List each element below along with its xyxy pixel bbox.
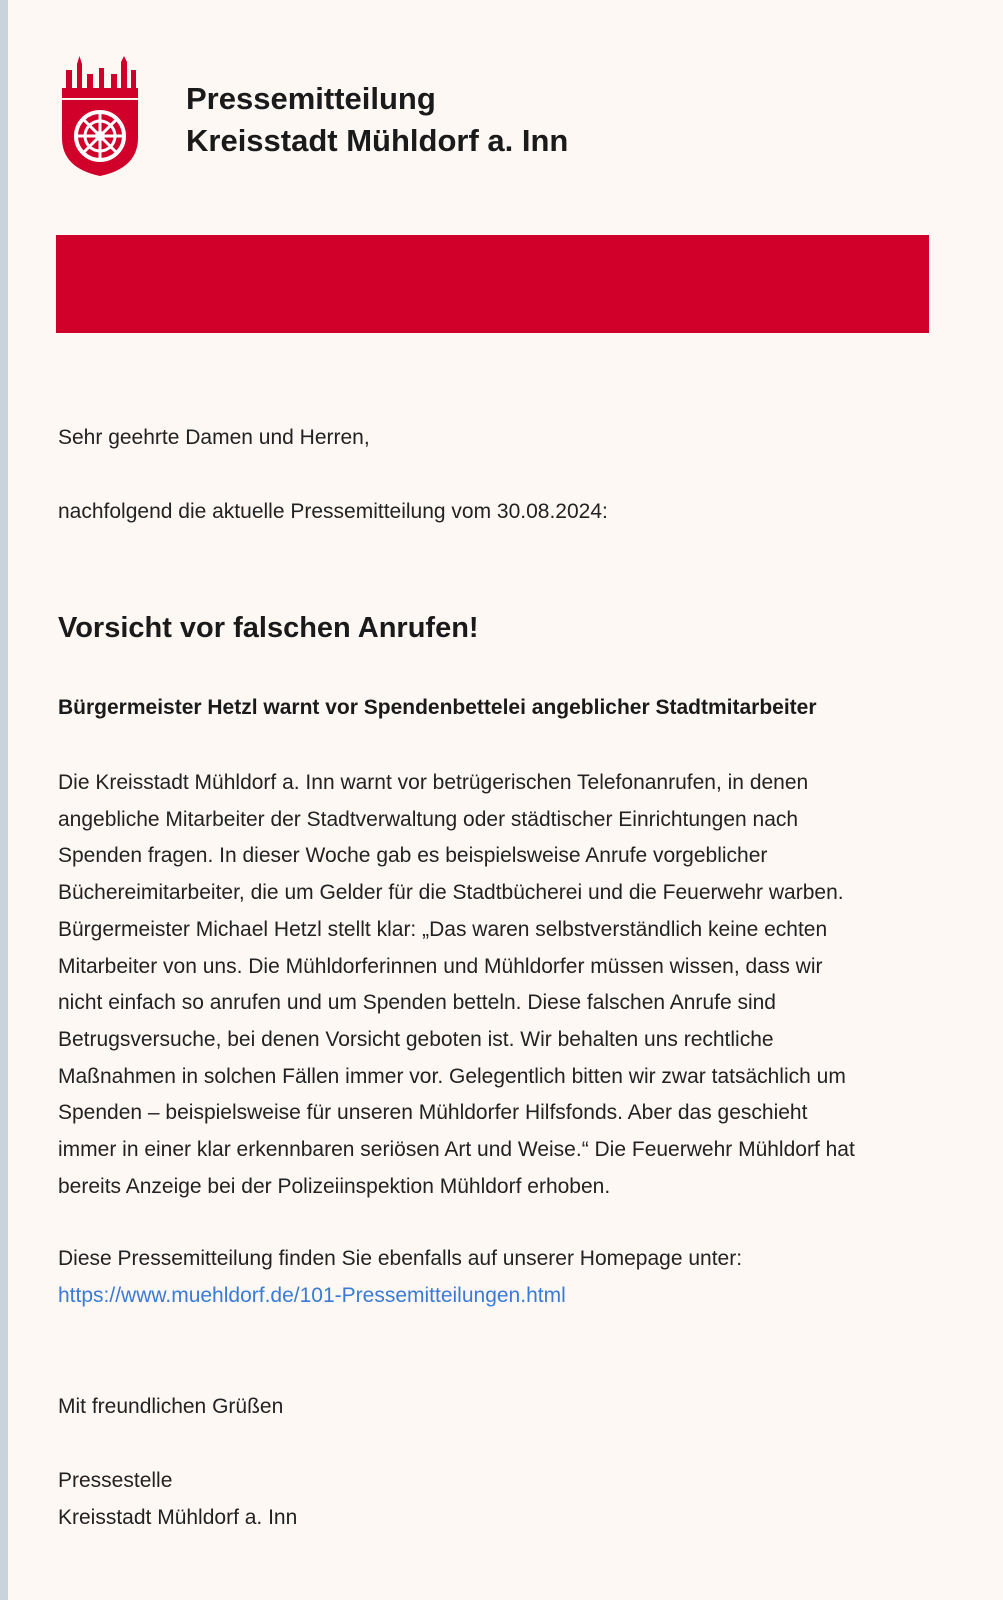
signature	[58, 1463, 938, 1536]
body-line: Bürgermeister Michael Hetzl stellt klar: „Das waren selbstverständlich keine echten	[58, 917, 828, 941]
homepage-link[interactable]: https://www.muehldorf.de/101-Pressemitteilungen.html	[58, 1283, 566, 1307]
city-coat-of-arms-icon	[57, 56, 143, 178]
header-title-line1: Pressemitteilung	[186, 81, 436, 116]
press-release-body	[58, 765, 938, 1205]
body-line: bereits Anzeige bei der Polizeiinspektion Mühldorf erhoben.	[58, 1174, 611, 1198]
body-line: Mitarbeiter von uns. Die Mühldorferinnen und Mühldorfer müssen wissen, dass wir	[58, 954, 823, 978]
homepage-note	[58, 1241, 938, 1314]
body-line: immer in einer klar erkennbaren seriösen Art und Weise.“ Die Feuerwehr Mühldorf hat	[58, 1138, 855, 1162]
greeting: Sehr geehrte Damen und Herren,	[58, 426, 370, 449]
header-banner	[56, 235, 929, 333]
body-line: Büchereimitarbeiter, die um Gelder für die Stadtbücherei und die Feuerwehr warben.	[58, 881, 844, 905]
body-line: Betrugsversuche, bei denen Vorsicht geboten ist. Wir behalten uns rechtliche	[58, 1027, 774, 1051]
intro-text: nachfolgend die aktuelle Pressemitteilung vom 30.08.2024:	[58, 500, 608, 523]
signature-line2: Kreisstadt Mühldorf a. Inn	[58, 1505, 298, 1529]
press-release-headline: Vorsicht vor falschen Anrufen!	[58, 612, 479, 644]
header-title	[186, 78, 568, 162]
press-release-subheadline: Bürgermeister Hetzl warnt vor Spendenbettelei angeblicher Stadtmitarbeiter	[58, 696, 817, 719]
body-line: Maßnahmen in solchen Fällen immer vor. Gelegentlich bitten wir zwar tatsächlich um	[58, 1064, 846, 1088]
left-border	[0, 0, 8, 1600]
body-line: Spenden – beispielsweise für unseren Mühldorfer Hilfsfonds. Aber das geschieht	[58, 1101, 808, 1125]
press-release-email	[8, 0, 1003, 1600]
header-title-line2: Kreisstadt Mühldorf a. Inn	[186, 123, 569, 158]
signature-line1: Pressestelle	[58, 1469, 173, 1492]
body-line: nicht einfach so anrufen und um Spenden betteln. Diese falschen Anrufe sind	[58, 991, 776, 1015]
homepage-text: Diese Pressemitteilung finden Sie ebenfalls auf unserer Homepage unter:	[58, 1247, 743, 1270]
body-line: Die Kreisstadt Mühldorf a. Inn warnt vor betrügerischen Telefonanrufen, in denen	[58, 771, 809, 794]
body-line: angebliche Mitarbeiter der Stadtverwaltung oder städtischer Einrichtungen nach	[58, 807, 799, 831]
body-line: Spenden fragen. In dieser Woche gab es beispielsweise Anrufe vorgeblicher	[58, 844, 768, 868]
closing-salutation: Mit freundlichen Grüßen	[58, 1395, 284, 1418]
